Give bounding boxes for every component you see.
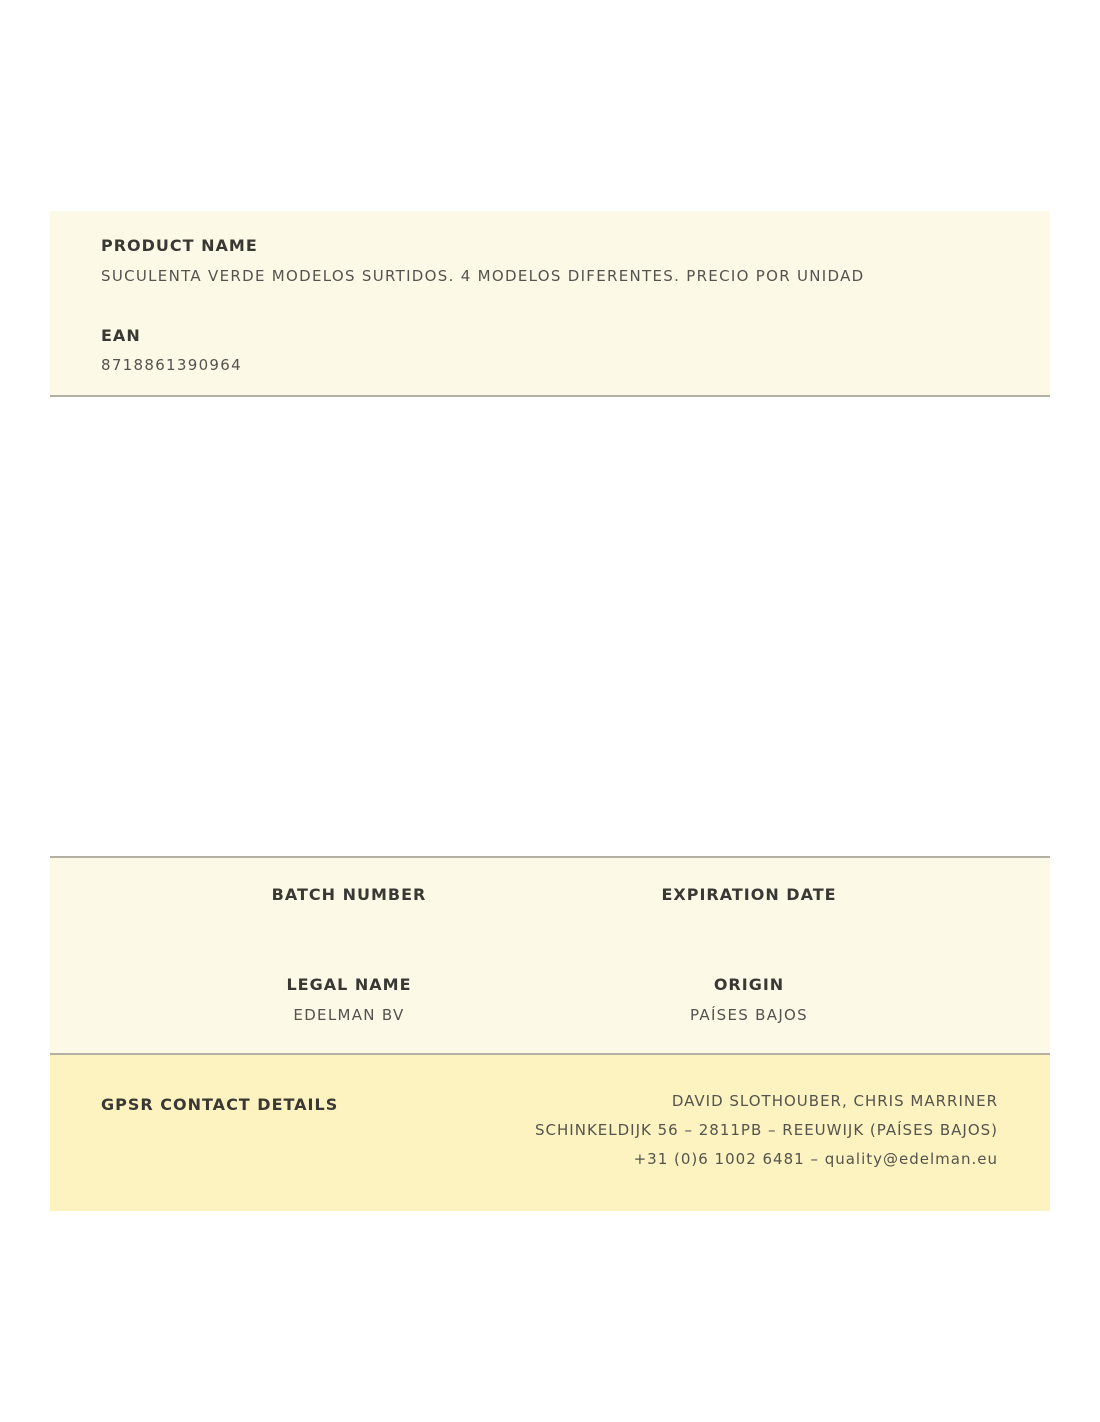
expiration-date-label: EXPIRATION DATE [661,885,837,904]
contact-phone-email: +31 (0)6 1002 6481 – quality@edelman.eu [633,1150,998,1168]
batch-details-block [50,856,1050,1055]
batch-number-label: BATCH NUMBER [271,885,427,904]
ean-label: EAN [101,326,141,345]
contact-address: SCHINKELDIJK 56 – 2811PB – REEUWIJK (PAÍSES BAJOS) [535,1121,998,1139]
legal-name-label: LEGAL NAME [286,975,412,994]
ean-value: 8718861390964 [101,356,242,374]
product-name-value: SUCULENTA VERDE MODELOS SURTIDOS. 4 MODELOS DIFERENTES. PRECIO POR UNIDAD [101,267,865,285]
gpsr-contact-label: GPSR CONTACT DETAILS [101,1095,339,1114]
origin-value: PAÍSES BAJOS [690,1006,808,1024]
contact-names: DAVID SLOTHOUBER, CHRIS MARRINER [671,1092,998,1110]
product-name-label: PRODUCT NAME [101,236,258,255]
legal-name-value: EDELMAN BV [293,1006,405,1024]
origin-label: ORIGIN [713,975,785,994]
product-info-block [50,211,1050,397]
gpsr-contact-block [50,1055,1050,1211]
